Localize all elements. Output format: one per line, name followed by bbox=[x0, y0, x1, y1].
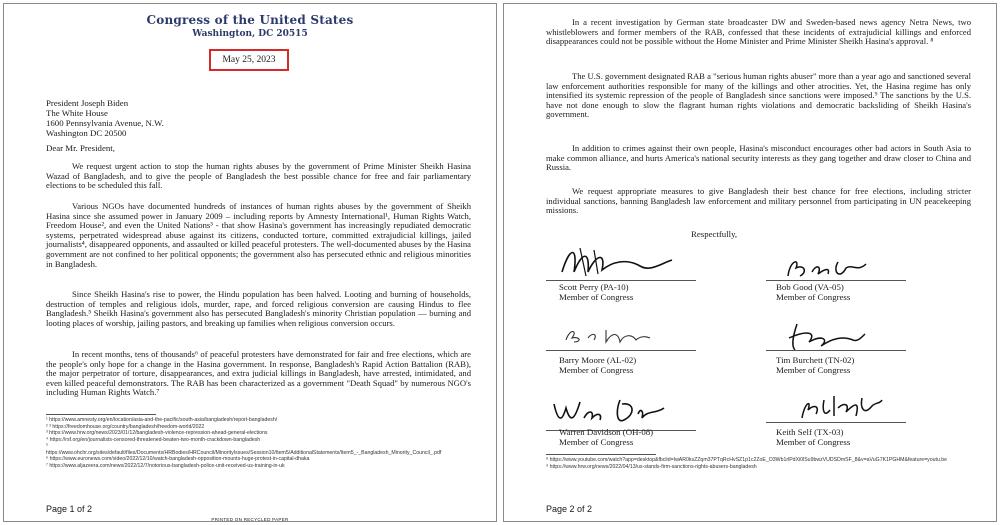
paragraph: Various NGOs have documented hundreds of instances of human rights abuses by the government of Sheikh Hasina since she assumed power in January 2009 – including reports by Amnesty International¹, Human Rights Watch, Freedom House², and even the United Nations³ - that show Hasina's government has increasingly repudiated democratic systems, perpetrated widespread abuse against its citizens, conducted torture, committed extrajudicial killings, jailed journalists⁴, disappeared opponents, and assaulted or killed peaceful protesters. The well-documented abuses by the Hasina government are not confined to her political opponents; the government also has persecuted ethnic and religious minorities in Bangladesh. bbox=[46, 201, 471, 269]
signer-name: Tim Burchett (TN-02) bbox=[776, 355, 855, 365]
paragraph: We request appropriate measures to give Bangladesh their best chance for free elections, including stricter individual sanctions, banning Bangladesh law enforcement and military personnel from participating in UN peacekeeping missions. bbox=[546, 186, 971, 216]
footnote: ⁹ https://www.hrw.org/news/2022/04/13/us-stands-firm-sanctions-rights-abusers-bangladesh bbox=[546, 463, 757, 470]
recipient-address bbox=[46, 98, 164, 138]
footnote-divider bbox=[46, 414, 156, 415]
footnote: ⁷ https://www.aljazeera.com/news/2022/12/7/notorious-bangladesh-police-unit-received-us-training-in-uk bbox=[46, 462, 285, 469]
signer-name: Warren Davidson (OH-08) bbox=[559, 427, 654, 437]
signature-line bbox=[766, 280, 906, 281]
signer-role: Member of Congress bbox=[776, 437, 851, 447]
signer-role: Member of Congress bbox=[776, 292, 851, 302]
salutation: Dear Mr. President, bbox=[46, 143, 115, 153]
footnote: ⁶ https://www.euronews.com/video/2022/12/10/watch-bangladesh-opposition-mounts-huge-protest-in-capital-dhaka bbox=[46, 456, 310, 462]
signer-name: Scott Perry (PA-10) bbox=[559, 282, 629, 292]
address-line: The White House bbox=[46, 108, 108, 118]
paragraph: The U.S. government designated RAB a "serious human rights abuser" more than a year ago and sanctioned several law enforcement authorities responsible for many of the killings and other atrocities. Yet, the Hasina regime has only intensified its systemic repression of the people of Bangladesh since sanctions were imposed.⁹ The sanctions by the U.S. have not done enough to slow the flagrant human rights violations and democratic backsliding of Sheikh Hasina's government. bbox=[546, 71, 971, 120]
footnote: ³ https://www.hrw.org/news/2023/01/12/bangladesh-violence-repression-ahead-general-elections bbox=[46, 430, 268, 436]
signature-line bbox=[546, 350, 696, 351]
signature-line bbox=[766, 350, 906, 351]
signature-bob-good bbox=[782, 254, 872, 282]
paragraph: In a recent investigation by German state broadcaster DW and Sweden-based news agency Netra News, two whistleblowers and former members of the RAB, confessed that these incidents of extrajudicial killings and enforced disappearances could not be possible without the Home Minister and Prime Minister Sheikh Hasina's approval. ⁸ bbox=[546, 17, 971, 47]
address-line: Washington DC 20500 bbox=[46, 128, 127, 138]
letter-page-1 bbox=[3, 3, 497, 522]
signer-name: Bob Good (VA-05) bbox=[776, 282, 844, 292]
footnote: ⁵ bbox=[46, 443, 49, 449]
signature-barry-moore bbox=[562, 324, 652, 346]
paragraph: In addition to crimes against their own people, Hasina's misconduct encourages other bad actors in South Asia to make common alliance, and hurts America's national security interests as they gang together and draw closer to China and Russia. bbox=[546, 143, 971, 173]
signer-role: Member of Congress bbox=[559, 292, 634, 302]
signer-role: Member of Congress bbox=[559, 365, 634, 375]
letterhead-title: Congress of the United States bbox=[146, 13, 354, 27]
address-line: 1600 Pennsylvania Avenue, N.W. bbox=[46, 118, 164, 128]
signature-line bbox=[766, 422, 906, 423]
page-number: Page 2 of 2 bbox=[546, 504, 593, 514]
signer-name: Keith Self (TX-03) bbox=[776, 427, 844, 437]
paragraph: In recent months, tens of thousands⁶ of peaceful protesters have demonstrated for fair and free elections, which are the people's only hope for a change in the Hasina government. In response, Bangladesh's Rapid Action Battalion (RAB), the major perpetrator of torture, disappearances, and extra judicial killings in Bangladesh, have arrested, intimidated, and even killed peaceful demonstrators. The RAB has been characterized as a government "Death Squad" by numerous NGO's including Human Rights Watch.⁷ bbox=[46, 349, 471, 398]
signer-name: Barry Moore (AL-02) bbox=[559, 355, 637, 365]
closing: Respectfully, bbox=[691, 229, 738, 239]
footnote: ⁸ https://www.youtube.com/watch?app=desktop&fbclid=IwAR0ksZZqm37PTqRcHvSZ1p1c2ZoE_O3Wb1rlPdXi0lSu9bwzVUDSDmSF_8&v=aVuG7K1PGHM&feature=youtu.be bbox=[546, 457, 948, 463]
letterhead-city: Washington, DC 20515 bbox=[192, 29, 308, 39]
paragraph: Since Sheikh Hasina's rise to power, the Hindu population has been halved. Looting and burning of households, destruction of temples and religious idols, murder, rape, and forced religious conversion are causing Hindus to flee Bangladesh.⁵ Sheikh Hasina's government also has persecuted Bangladesh's minority Christian population — burning and looting places of worship, jailing pastors, and breaking up families when religious conversion occurs. bbox=[46, 289, 471, 328]
signature-line bbox=[546, 280, 696, 281]
footnotes bbox=[46, 417, 466, 469]
footnote-divider bbox=[546, 454, 656, 455]
footnote: https://www.ohchr.org/sites/default/files/Documents/HRBodies/HRCouncil/MinorityIssues/Session10/Item5/AdditionalStatements/Item5_-_Bangladesh_Minority_Council_.pdf bbox=[46, 449, 442, 456]
address-line: President Joseph Biden bbox=[46, 98, 129, 108]
footnote: ⁴ https://rsf.org/en/journalists-censored-threatened-beaten-two-month-crackdown-bangladesh bbox=[46, 436, 261, 443]
footnotes bbox=[546, 457, 966, 470]
footnote: ² ³ https://freedomhouse.org/country/bangladesh/freedom-world/2022 bbox=[46, 423, 205, 430]
signature-keith-self bbox=[794, 392, 884, 424]
signer-role: Member of Congress bbox=[559, 437, 634, 447]
signature-scott-perry bbox=[556, 242, 676, 282]
printed-note: PRINTED ON RECYCLED PAPER bbox=[211, 517, 289, 522]
signature-tim-burchett bbox=[787, 320, 867, 354]
paragraph: We request urgent action to stop the human rights abuses by the government of Prime Minister Sheikh Hasina Wazad of Bangladesh, and to give the people of Bangladesh the best possible chance for free and fair parliamentary elections to be scheduled this fall. bbox=[46, 161, 471, 191]
page-number: Page 1 of 2 bbox=[46, 504, 93, 514]
footnote: ¹ https://www.amnesty.org/en/location/asia-and-the-pacific/south-asia/bangladesh/report-bangladesh/ bbox=[46, 417, 278, 423]
letter-page-2 bbox=[503, 3, 997, 522]
letter-date: May 25, 2023 bbox=[209, 49, 289, 71]
signature-warren-davidson bbox=[550, 396, 670, 430]
signer-role: Member of Congress bbox=[776, 365, 851, 375]
